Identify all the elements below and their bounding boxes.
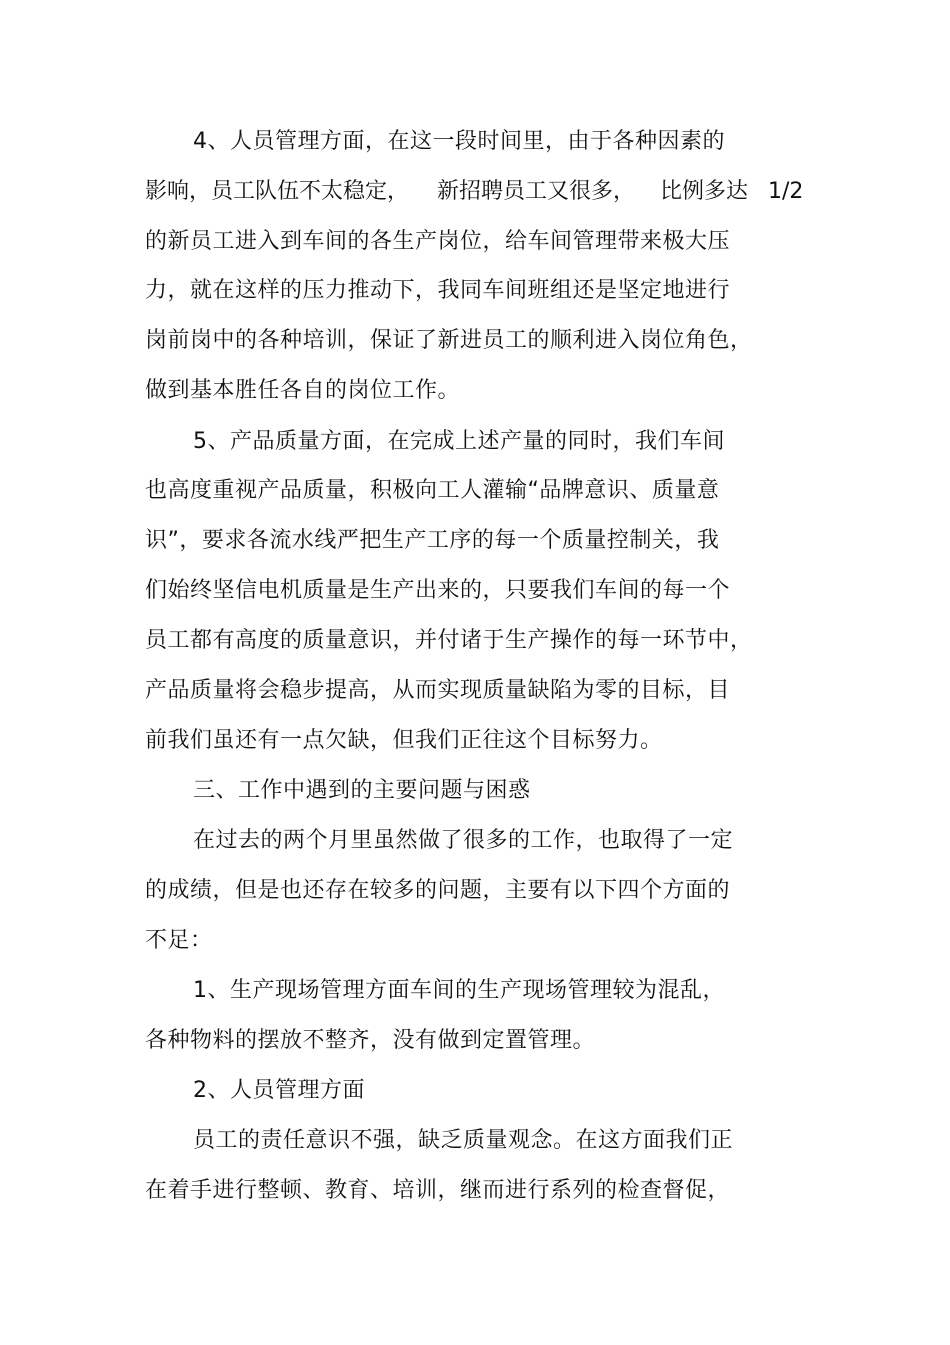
- text-line: 们始终坚信电机质量是生产出来的，只要我们车间的每一个: [145, 578, 731, 603]
- text-line: 识”，要求各流水线严把生产工序的每一个质量控制关，我: [145, 528, 720, 553]
- text-line: 员工都有高度的质量意识，并付诸于生产操作的每一环节中，: [145, 628, 753, 653]
- text-line: 在着手进行整顿、教育、培训，继而进行系列的检查督促，: [145, 1178, 731, 1203]
- text-line-fragment: 新招聘员工又很多，: [437, 179, 636, 204]
- text-line: 力，就在这样的压力推动下，我同车间班组还是坚定地进行: [145, 278, 731, 303]
- text-line: 4、人员管理方面，在这一段时间里，由于各种因素的: [193, 129, 725, 154]
- text-line-fragment: 影响，员工队伍不太稳定，: [145, 179, 410, 204]
- section-heading: 三、工作中遇到的主要问题与困惑: [193, 778, 531, 803]
- text-line: 在过去的两个月里虽然做了很多的工作，也取得了一定: [193, 828, 734, 853]
- text-line: 员工的责任意识不强，缺乏质量观念。在这方面我们正: [193, 1128, 734, 1153]
- text-line: 不足：: [145, 928, 213, 953]
- text-line: 做到基本胜任各自的岗位工作。: [145, 378, 461, 403]
- text-line: 岗前岗中的各种培训，保证了新进员工的顺利进入岗位角色，: [145, 328, 753, 353]
- text-line: 2、人员管理方面: [193, 1078, 365, 1103]
- text-line: 产品质量将会稳步提高，从而实现质量缺陷为零的目标，目: [145, 678, 731, 703]
- text-line-fragment: 比例多达: [660, 179, 749, 204]
- text-line: 1、生产现场管理方面车间的生产现场管理较为混乱，: [193, 978, 725, 1003]
- text-line: 的成绩，但是也还存在较多的问题，主要有以下四个方面的: [145, 878, 731, 903]
- text-line: 的新员工进入到车间的各生产岗位，给车间管理带来极大压: [145, 229, 731, 254]
- text-line-fragment: 1/2: [768, 179, 804, 204]
- text-line: 各种物料的摆放不整齐，没有做到定置管理。: [145, 1028, 596, 1053]
- text-line: 5、产品质量方面，在完成上述产量的同时，我们车间: [193, 429, 725, 454]
- text-line: 前我们虽还有一点欠缺，但我们正往这个目标努力。: [145, 728, 663, 753]
- text-line: 也高度重视产品质量，积极向工人灌输“品牌意识、质量意: [145, 478, 720, 503]
